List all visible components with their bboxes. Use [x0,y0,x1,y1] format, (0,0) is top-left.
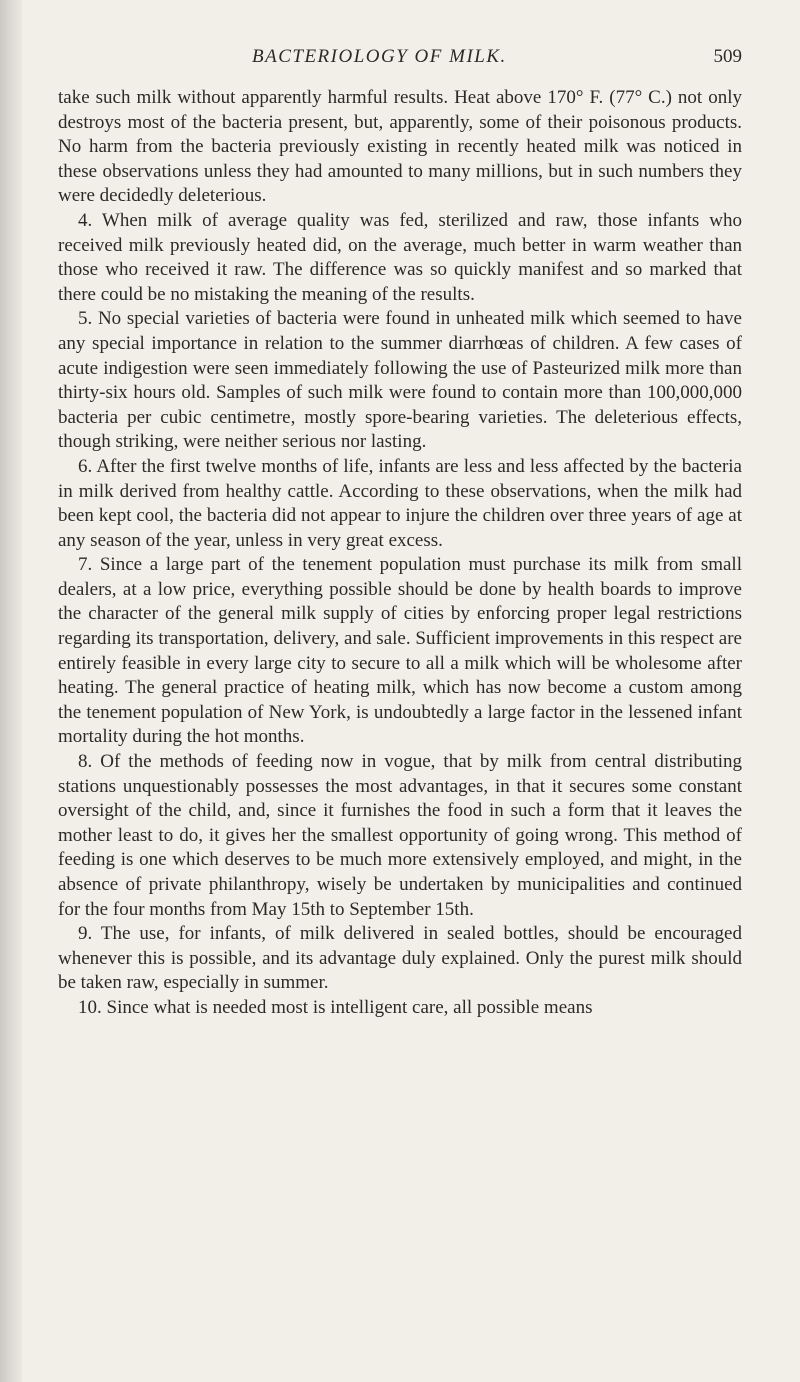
paragraph-4: 4. When milk of average quality was fed, sterilized and raw, those infants who received milk previously heated did, on the average, much better in warm weather than those who received it raw. The difference was so quickly manifest and so marked that there could be no mistaking the meaning of the results. [58,209,742,305]
page-header [58,46,742,84]
paragraph-8: 8. Of the methods of feeding now in vogue, that by milk from central distributing stations unquestionably possesses the most advantages, in that it secures some constant oversight of the child, and, since it furnishes the food in such a form that it leaves the mother least to do, it gives her the smallest opportunity of going wrong. This method of feeding is one which deserves to be much more extensively employed, and might, in the absence of private philanthropy, wisely be undertaken by municipalities and continued for the four months from May 15th to September 15th. [58,751,742,920]
paragraph-5: 5. No special varieties of bacteria were found in unheated milk which seemed to have any special importance in relation to the summer diarrhœas of children. A few cases of acute indigestion were seen immediately following the use of Pasteurized milk more than thirty-six hours old. Samples of such milk were found to contain more than 100,000,000 bacteria per cubic centimetre, mostly spore-bearing varieties. The deleterious effects, though striking, were neither serious nor lasting. [58,308,742,453]
page-number: 509 [713,46,742,67]
running-head: BACTERIOLOGY OF MILK. [252,46,507,67]
page-gutter-shadow [0,0,22,1382]
paragraph-continuation: take such milk without apparently harmful results. Heat above 170° F. (77° C.) not only destroys most of the bacteria present, but, apparently, some of their poisonous products. No harm from the bacteria previously existing in recently heated milk was noticed in these observations unless they had amounted to many millions, but in such numbers they were decidedly deleterious. [58,87,742,207]
book-page [58,0,742,1021]
body-text [58,86,742,1021]
paragraph-10: 10. Since what is needed most is intelligent care, all possible means [78,996,593,1018]
paragraph-9: 9. The use, for infants, of milk delivered in sealed bottles, should be encouraged whenever this is possible, and its advantage duly explained. Only the purest milk should be taken raw, especially in summer. [58,923,742,994]
paragraph-6: 6. After the first twelve months of life, infants are less and less affected by the bacteria in milk derived from healthy cattle. According to these observations, when the milk had been kept cool, the bacteria did not appear to injure the children over three years of age at any season of the year, unless in very great excess. [58,455,742,551]
paragraph-7: 7. Since a large part of the tenement population must purchase its milk from small dealers, at a low price, everything possible should be done by health boards to improve the character of the general milk supply of cities by enforcing proper legal restrictions regarding its transportation, delivery, and sale. Sufficient improvements in this respect are entirely feasible in every large city to secure to all a milk which will be wholesome after heating. The general practice of heating milk, which has now become a custom among the tenement population of New York, is undoubtedly a large factor in the lessened infant mortality during the hot months. [58,554,742,748]
